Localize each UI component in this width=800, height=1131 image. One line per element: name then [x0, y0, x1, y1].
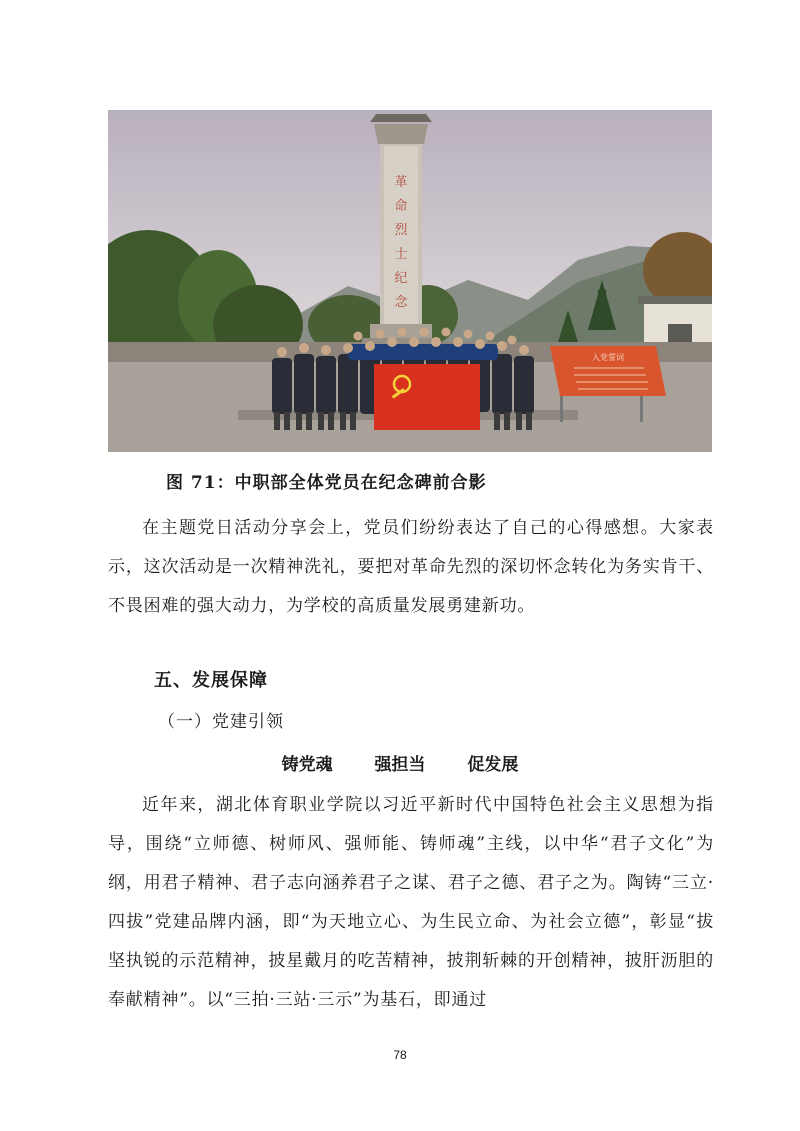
slogan-item: 铸党魂 [281, 755, 333, 775]
paragraph-text: 在主题党日活动分享会上，党员们纷纷表达了自己的心得感想。大家表示，这次活动是一次精神洗礼，要把对革命先烈的深切怀念转化为务实肯干、不畏困难的强大动力，为学校的高质量发展勇建新功。 [108, 518, 714, 616]
slogan-item: 强担当 [374, 755, 426, 775]
svg-text:纪: 纪 [394, 271, 408, 286]
paragraph-party-building [108, 786, 714, 1020]
paragraph-text: 近年来，湖北体育职业学院以习近平新时代中国特色社会主义思想为指导，围绕“立师德、树师风、强师能、铸师魂”主线，以中华“君子文化”为纲，用君子精神、君子志向涵养君子之谋、君子之德、君子之为。陶铸“三立·四拔”党建品牌内涵，即“为天地立心、为生民立命、为社会立德”，彰显“拔坚执锐的示范精神，披星戴月的吃苦精神，披荆斩棘的开创精神，披肝沥胆的奉献精神”。以“三拍·三站·三示”为基石，即通过 [108, 795, 714, 1010]
slogan-item: 促发展 [467, 755, 519, 775]
section-heading: 五、发展保障 [154, 670, 268, 691]
group-photo [108, 110, 712, 452]
subsection-heading: （一）党建引领 [158, 712, 284, 732]
slogan [0, 750, 800, 775]
photo-caption: 图 71：中职部全体党员在纪念碑前合影 [166, 473, 487, 493]
svg-text:革: 革 [394, 175, 408, 190]
page-number: 78 [393, 1048, 407, 1062]
svg-text:念: 念 [394, 295, 408, 310]
svg-text:命: 命 [394, 199, 408, 214]
svg-text:入党誓词: 入党誓词 [592, 353, 624, 362]
svg-text:士: 士 [394, 247, 408, 262]
svg-text:烈: 烈 [394, 223, 408, 238]
paragraph-activity-reflection [108, 509, 714, 626]
